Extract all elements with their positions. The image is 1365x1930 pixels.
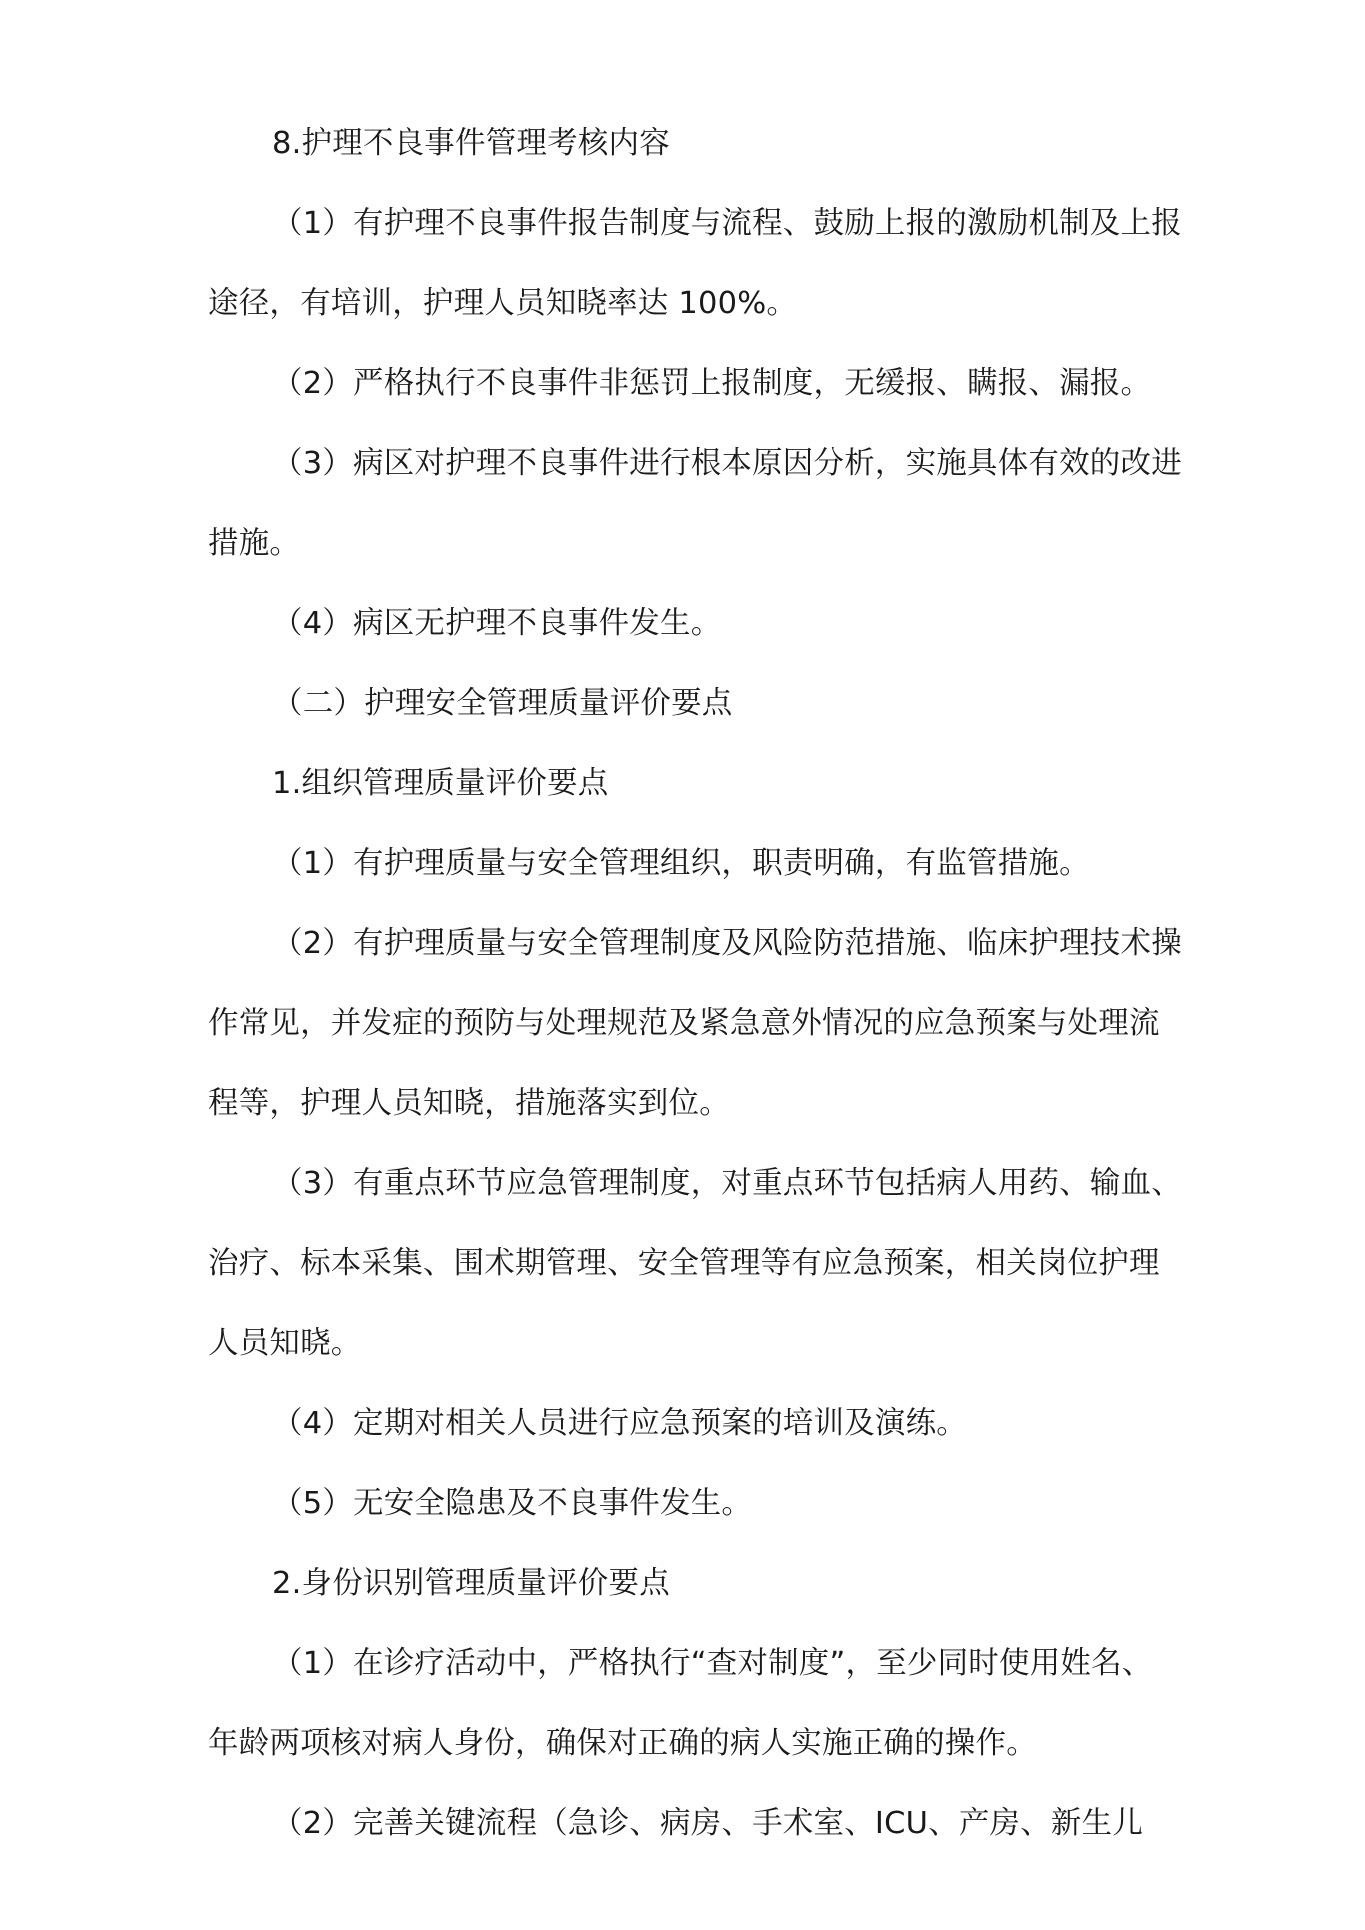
paragraph-1-5: （5）无安全隐患及不良事件发生。 — [272, 1486, 753, 1521]
paragraph-8-2: （2）严格执行不良事件非惩罚上报制度，无缓报、瞒报、漏报。 — [272, 366, 1152, 401]
paragraph-1-1: （1）有护理质量与安全管理组织，职责明确，有监管措施。 — [272, 846, 1090, 881]
subsection-heading-2: 2.身份识别管理质量评价要点 — [272, 1566, 670, 1601]
paragraph-8-4: （4）病区无护理不良事件发生。 — [272, 606, 722, 641]
subsection-heading-1: 1.组织管理质量评价要点 — [272, 766, 609, 801]
paragraph-8-3: （3）病区对护理不良事件进行根本原因分析，实施具体有效的改进措施。 — [208, 446, 1182, 561]
section-heading-2: （二）护理安全管理质量评价要点 — [272, 686, 733, 721]
paragraph-8-1: （1）有护理不良事件报告制度与流程、鼓励上报的激励机制及上报途径，有培训，护理人员知晓率达 100%。 — [208, 206, 1182, 321]
paragraph-1-2: （2）有护理质量与安全管理制度及风险防范措施、临床护理技术操作常见，并发症的预防与处理规范及紧急意外情况的应急预案与处理流程等，护理人员知晓，措施落实到位。 — [208, 926, 1182, 1121]
section-heading-8: 8.护理不良事件管理考核内容 — [272, 126, 670, 161]
paragraph-1-4: （4）定期对相关人员进行应急预案的培训及演练。 — [272, 1406, 968, 1441]
paragraph-1-3: （3）有重点环节应急管理制度，对重点环节包括病人用药、输血、治疗、标本采集、围术期管理、安全管理等有应急预案，相关岗位护理人员知晓。 — [208, 1166, 1182, 1361]
paragraph-2-1: （1）在诊疗活动中，严格执行“查对制度”，至少同时使用姓名、年龄两项核对病人身份，确保对正确的病人实施正确的操作。 — [208, 1646, 1153, 1761]
paragraph-2-2: （2）完善关键流程（急诊、病房、手术室、ICU、产房、新生儿 — [272, 1806, 1144, 1841]
